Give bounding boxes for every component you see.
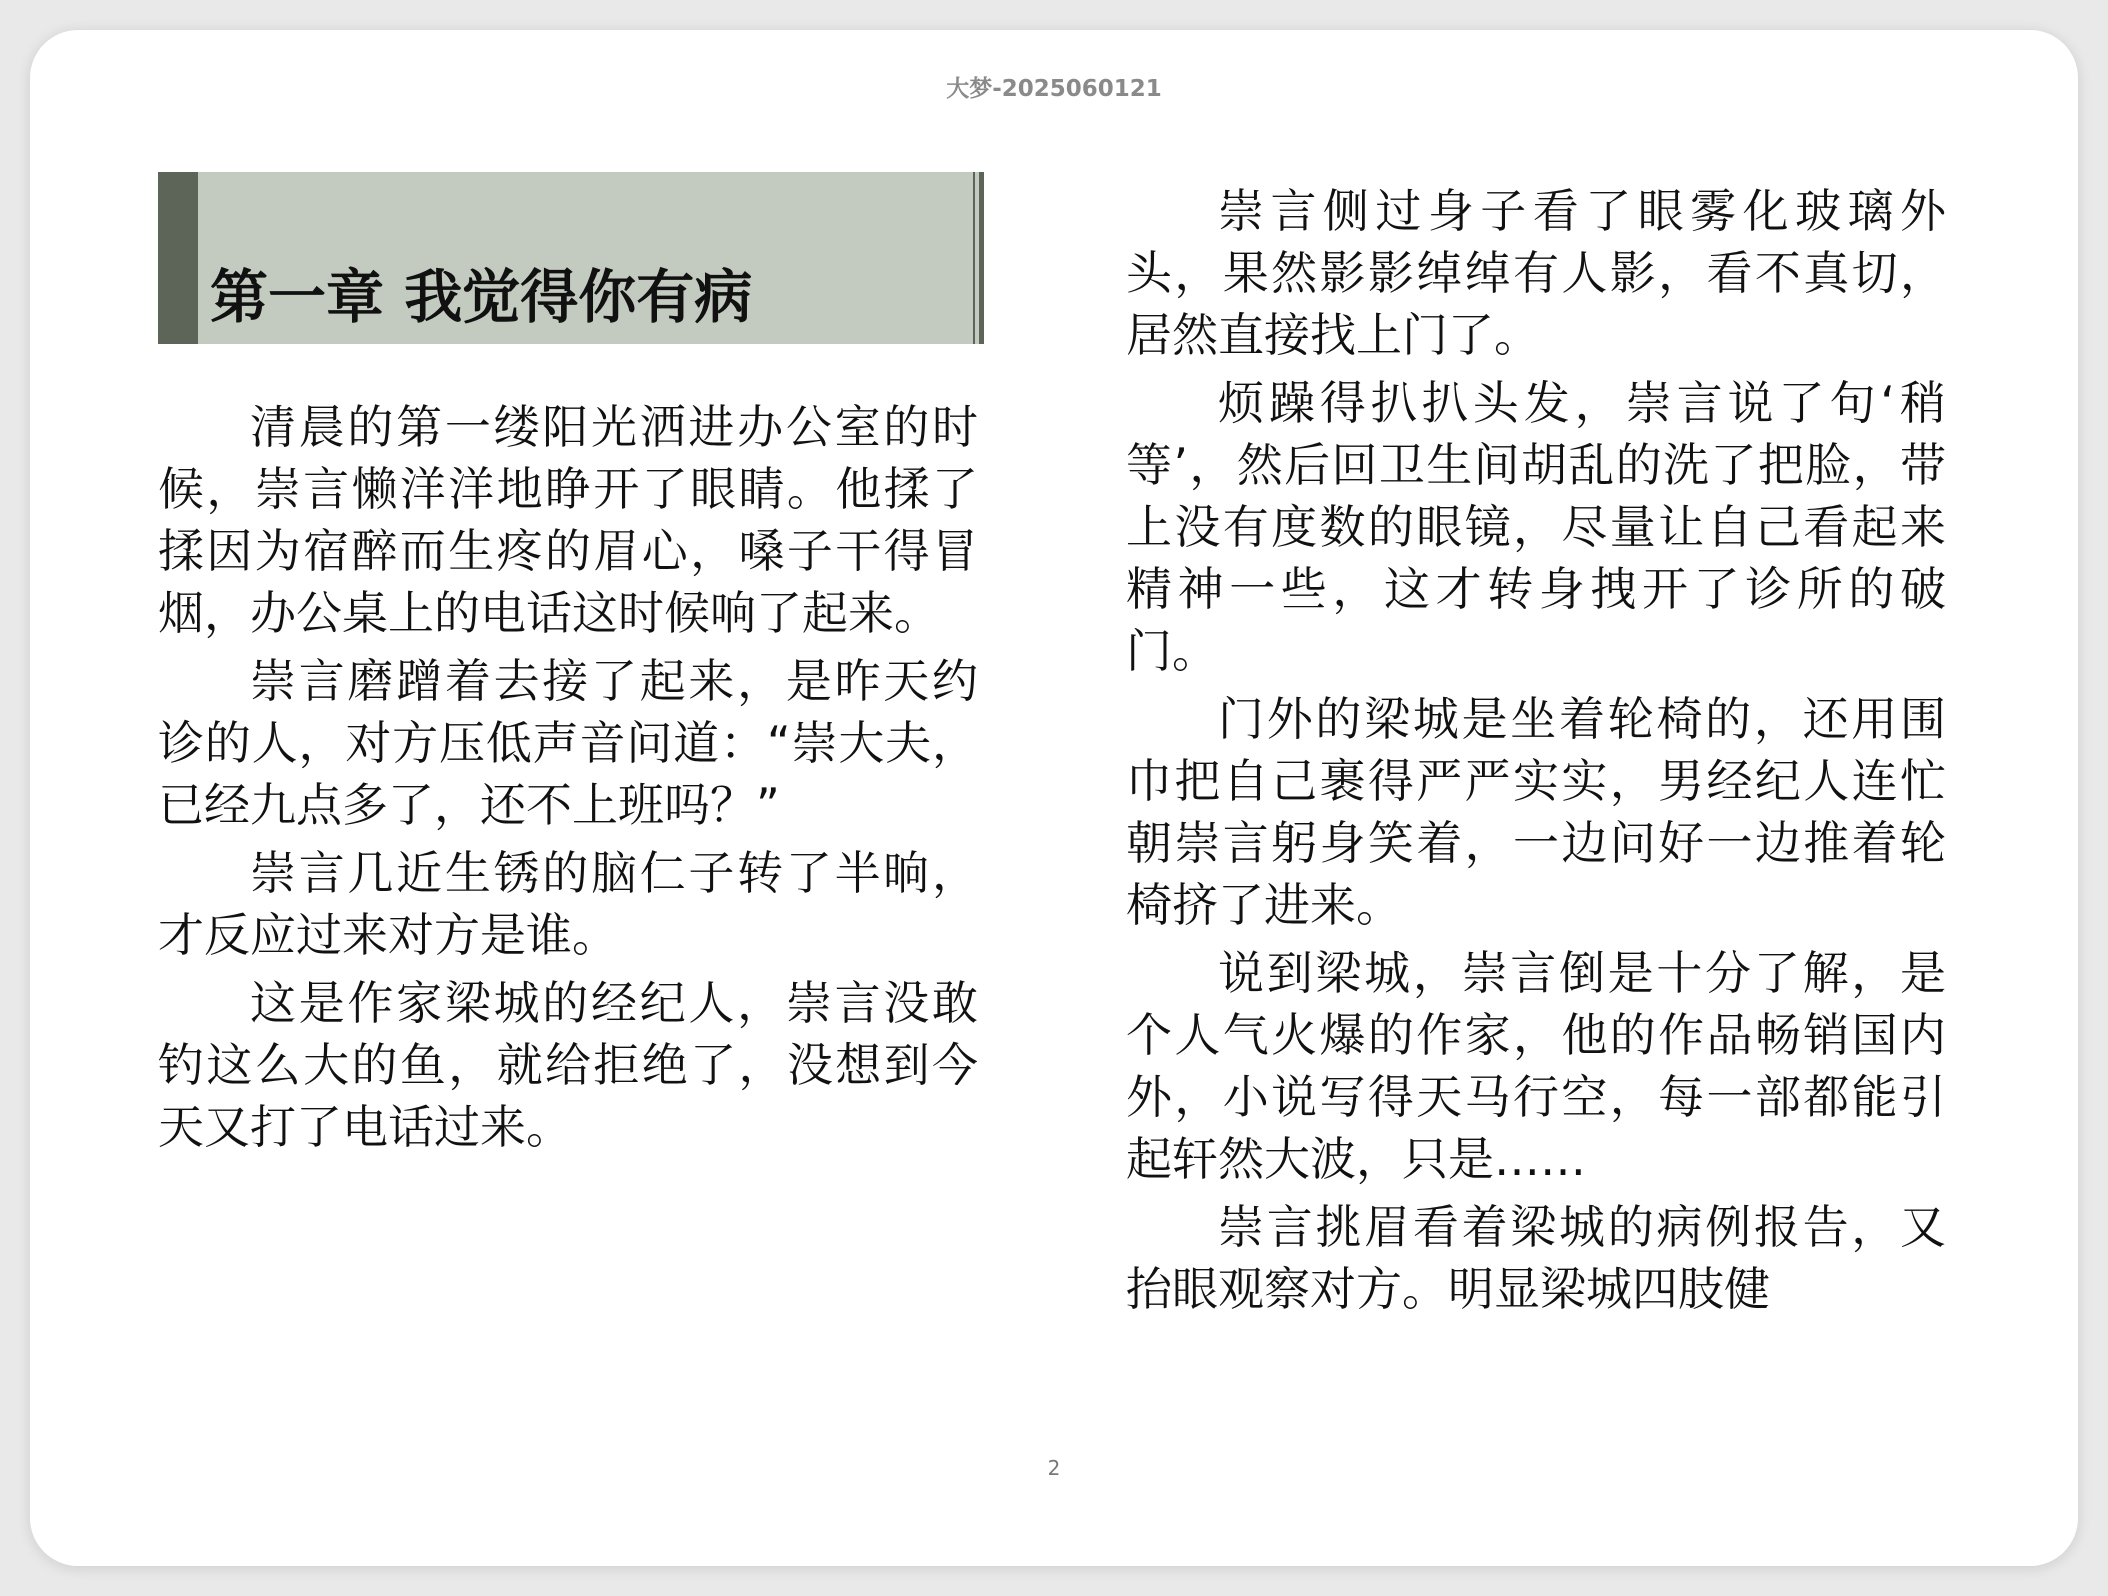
paragraph: 烦躁得扒扒头发，崇言说了句‘稍等’，然后回卫生间胡乱的洗了把脸，带上没有度数的眼镜，尽量让自己看起来精神一些，这才转身拽开了诊所的破门。 xyxy=(1126,376,1946,678)
paragraph: 清晨的第一缕阳光洒进办公室的时候，崇言懒洋洋地睁开了眼睛。他揉了揉因为宿醉而生疼的眉心，嗓子干得冒烟，办公桌上的电话这时候响了起来。 xyxy=(158,400,978,640)
page-number: 2 xyxy=(1047,1456,1061,1480)
left-column xyxy=(158,172,978,1164)
running-header: 大梦-2025060121 xyxy=(946,76,1162,102)
paragraph: 说到梁城，崇言倒是十分了解，是个人气火爆的作家，他的作品畅销国内外，小说写得天马行空，每一部都能引起轩然大波，只是…… xyxy=(1126,946,1946,1186)
chapter-heading-edge xyxy=(979,172,984,344)
chapter-heading-box xyxy=(158,172,984,344)
chapter-heading-edge-thin xyxy=(973,172,975,344)
paragraph: 这是作家梁城的经纪人，崇言没敢钓这么大的鱼，就给拒绝了，没想到今天又打了电话过来。 xyxy=(158,976,978,1154)
right-column xyxy=(1126,180,1946,1326)
chapter-heading-bar xyxy=(158,172,198,344)
paragraph: 崇言几近生锈的脑仁子转了半晌，才反应过来对方是谁。 xyxy=(158,846,978,962)
book-page[interactable] xyxy=(30,30,2078,1566)
paragraph: 崇言侧过身子看了眼雾化玻璃外头，果然影影绰绰有人影，看不真切，居然直接找上门了。 xyxy=(1126,184,1946,362)
paragraph: 门外的梁城是坐着轮椅的，还用围巾把自己裹得严严实实，男经纪人连忙朝崇言躬身笑着，一边问好一边推着轮椅挤了进来。 xyxy=(1126,692,1946,932)
paragraph: 崇言磨蹭着去接了起来，是昨天约诊的人，对方压低声音问道：“崇大夫，已经九点多了，还不上班吗？” xyxy=(158,654,978,832)
chapter-title: 第一章 我觉得你有病 xyxy=(210,263,753,331)
paragraph: 崇言挑眉看着梁城的病例报告，又抬眼观察对方。明显梁城四肢健 xyxy=(1126,1200,1946,1316)
